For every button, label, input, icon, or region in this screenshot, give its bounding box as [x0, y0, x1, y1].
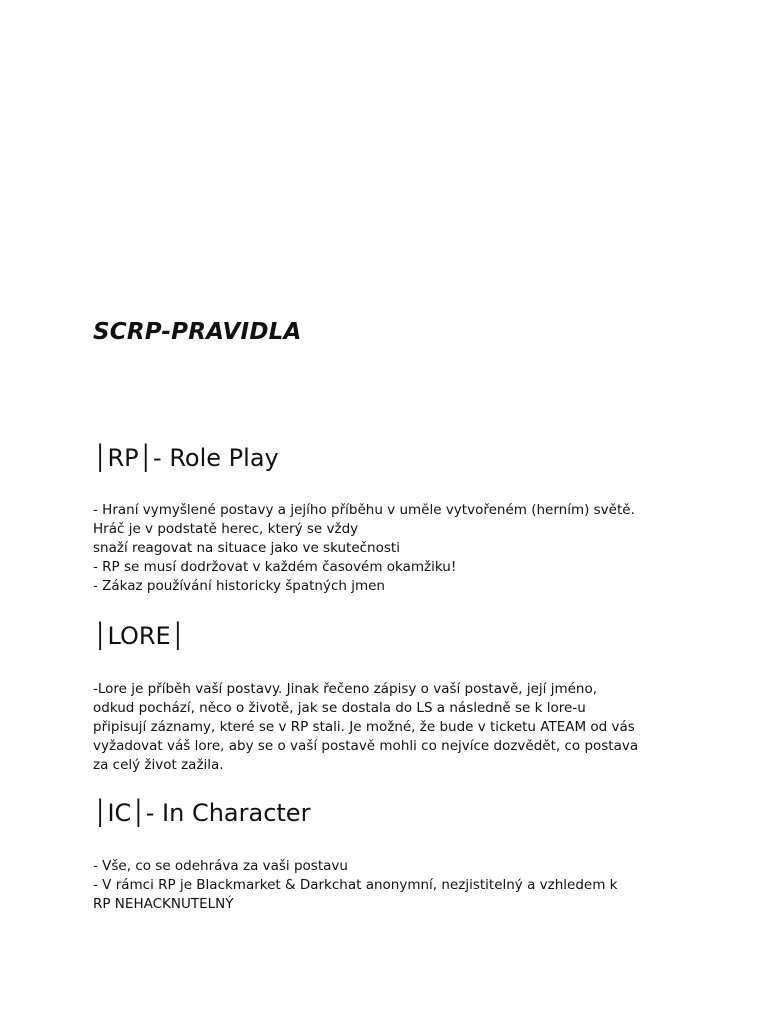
body-line: za celý život zažila.	[93, 757, 224, 773]
body-line: -Lore je příběh vaší postavy. Jinak řečeno zápisy o vaší postavě, její jméno,	[93, 681, 598, 697]
body-line: RP NEHACKNUTELNÝ	[93, 896, 234, 912]
body-line: připisují záznamy, které se v RP stali. Je možné, že bude v ticketu ATEAM od vás	[93, 719, 635, 735]
section-heading-lore: │LORE│	[93, 622, 186, 650]
section-body-ic	[93, 857, 693, 914]
body-line: vyžadovat váš lore, aby se o vaší postavě mohli co nejvíce dozvědět, co postava	[93, 738, 639, 754]
body-line: - RP se musí dodržovat v každém časovém okamžiku!	[93, 559, 457, 575]
body-line: - Zákaz používání historicky špatných jmen	[93, 578, 385, 594]
body-line: odkud pochází, něco o životě, jak se dostala do LS a následně se k lore-u	[93, 700, 586, 716]
body-line: snaží reagovat na situace jako ve skutečnosti	[93, 540, 400, 556]
section-heading-ic: │IC│- In Character	[93, 799, 311, 827]
section-heading-rp: │RP│- Role Play	[93, 444, 279, 472]
section-body-lore	[93, 680, 693, 775]
body-line: - Vše, co se odehráva za vaši postavu	[93, 858, 348, 874]
body-line: - V rámci RP je Blackmarket & Darkchat anonymní, nezjistitelný a vzhledem k	[93, 877, 618, 893]
section-body-rp	[93, 501, 693, 596]
body-line: Hráč je v podstatě herec, který se vždy	[93, 521, 359, 537]
body-line: - Hraní vymyšlené postavy a jejího příběhu v uměle vytvořeném (herním) světě.	[93, 502, 635, 518]
document-title: SCRP-PRAVIDLA	[93, 319, 302, 345]
